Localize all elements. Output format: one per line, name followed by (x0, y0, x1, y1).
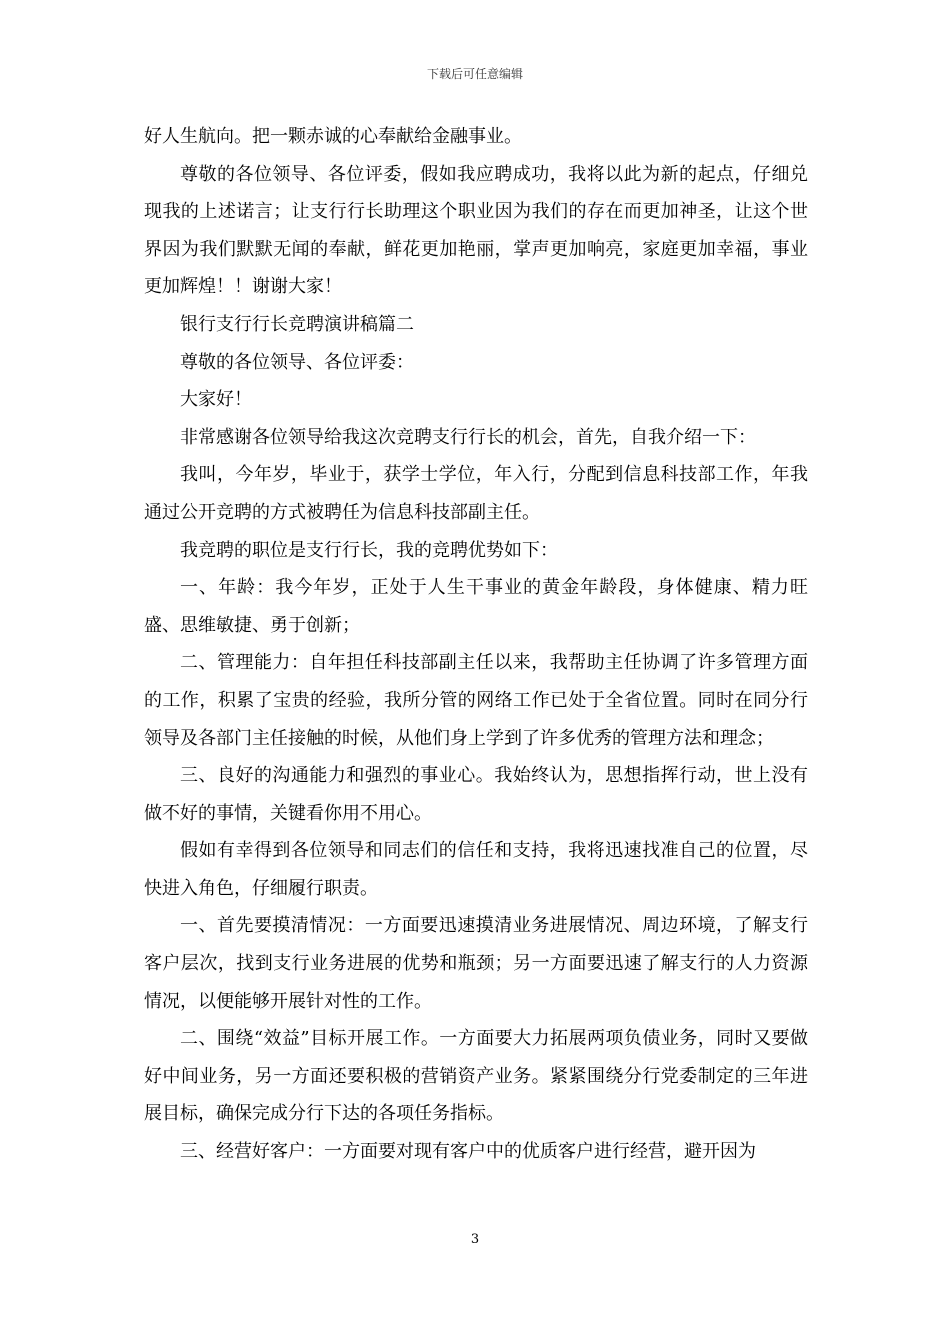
paragraph: 一、首先要摸清情况：一方面要迅速摸清业务进展情况、周边环境，了解支行客户层次，找到支行业务进展的优势和瓶颈；另一方面要迅速了解支行的人力资源情况，以便能够开展针对性的工作。 (144, 915, 808, 1012)
paragraph: 二、围绕“效益”目标开展工作。一方面要大力拓展两项负债业务，同时又要做好中间业务，另一方面还要积极的营销资产业务。紧紧围绕分行党委制定的三年进展目标，确保完成分行下达的各项任务指标。 (144, 1028, 808, 1125)
paragraph: 我竞聘的职位是支行行长，我的竞聘优势如下： (180, 539, 558, 561)
paragraph: 三、良好的沟通能力和强烈的事业心。我始终认为，思想指挥行动，世上没有做不好的事情，关键看你用不用心。 (144, 765, 808, 824)
paragraph: 我叫，今年岁，毕业于，获学士学位，年入行，分配到信息科技部工作，年我通过公开竞聘的方式被聘任为信息科技部副主任。 (144, 464, 808, 523)
paragraph: 尊敬的各位领导、各位评委，假如我应聘成功，我将以此为新的起点，仔细兑现我的上述诺言；让支行行长助理这个职业因为我们的存在而更加神圣，让这个世界因为我们默默无闻的奉献，鲜花更加艳丽，掌声更加响亮，家庭更加幸福，事业更加辉煌！！谢谢大家！ (144, 163, 808, 298)
page-number: 3 (470, 1232, 480, 1247)
section-heading: 银行支行行长竞聘演讲稿篇二 (180, 313, 414, 335)
paragraph: 三、经营好客户：一方面要对现有客户中的优质客户进行经营，避开因为 (180, 1141, 756, 1163)
paragraph: 好人生航向。把一颗赤诚的心奉献给金融事业。 (144, 126, 522, 147)
paragraph: 非常感谢各位领导给我这次竞聘支行行长的机会，首先，自我介绍一下： (180, 426, 756, 448)
document-body (144, 118, 808, 1171)
page-header: 下载后可任意编辑 (426, 67, 523, 81)
paragraph: 二、管理能力：自年担任科技部副主任以来，我帮助主任协调了许多管理方面的工作，积累了宝贵的经验，我所分管的网络工作已处于全省位置。同时在同分行领导及各部门主任接触的时候，从他们身上学到了许多优秀的管理方法和理念； (144, 652, 808, 749)
paragraph: 假如有幸得到各位领导和同志们的信任和支持，我将迅速找准自己的位置，尽快进入角色，仔细履行职责。 (144, 840, 808, 899)
greeting: 大家好！ (180, 389, 252, 411)
paragraph: 一、年龄：我今年岁，正处于人生干事业的黄金年龄段，身体健康、精力旺盛、思维敏捷、勇于创新； (144, 577, 808, 636)
salutation: 尊敬的各位领导、各位评委： (180, 351, 414, 373)
